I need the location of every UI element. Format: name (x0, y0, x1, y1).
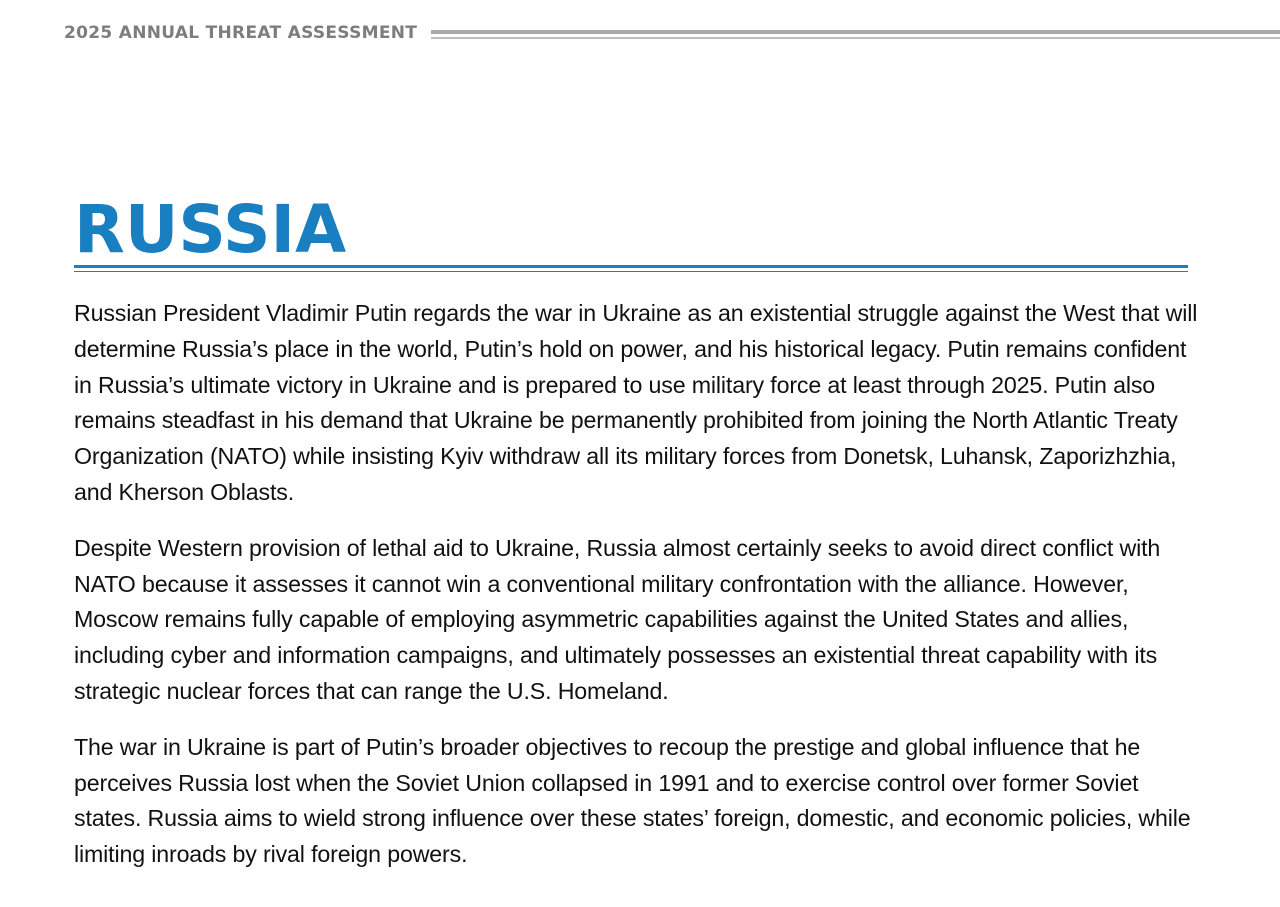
running-header-rule (431, 30, 1280, 39)
paragraph-2: Despite Western provision of lethal aid to Ukraine, Russia almost certainly seeks to avoid direct conflict with NATO because it assesses it cannot win a conventional military confrontation with the alliance. However, Moscow remains fully capable of employing asymmetric capabilities against the United States and allies, including cyber and information campaigns, and ultimately possesses an existential threat capability with its strategic nuclear forces that can range the U.S. Homeland. (74, 534, 1161, 704)
running-header (64, 21, 1280, 45)
body-text (74, 296, 1204, 893)
paragraph-1: Russian President Vladimir Putin regards the war in Ukraine as an existential struggle against the West that will determine Russia’s place in the world, Putin’s hold on power, and his historical legacy. Putin remains confident in Russia’s ultimate victory in Ukraine and is prepared to use military force at least through 2025. Putin also remains steadfast in his demand that Ukraine be permanently prohibited from joining the North Atlantic Treaty Organization (NATO) while insisting Kyiv withdraw all its military forces from Donetsk, Luhansk, Zaporizhzhia, and Kherson Oblasts. (74, 300, 1198, 505)
paragraph-3: The war in Ukraine is part of Putin’s broader objectives to recoup the prestige and global influence that he perceives Russia lost when the Soviet Union collapsed in 1991 and to exercise control over former Soviet states. Russia aims to wield strong influence over these states’ foreign, domestic, and economic policies, while limiting inroads by rival foreign powers. (74, 733, 1191, 868)
title-rule (74, 265, 1188, 272)
section-title: RUSSIA (74, 191, 347, 268)
running-header-label: 2025 ANNUAL THREAT ASSESSMENT (64, 23, 418, 43)
